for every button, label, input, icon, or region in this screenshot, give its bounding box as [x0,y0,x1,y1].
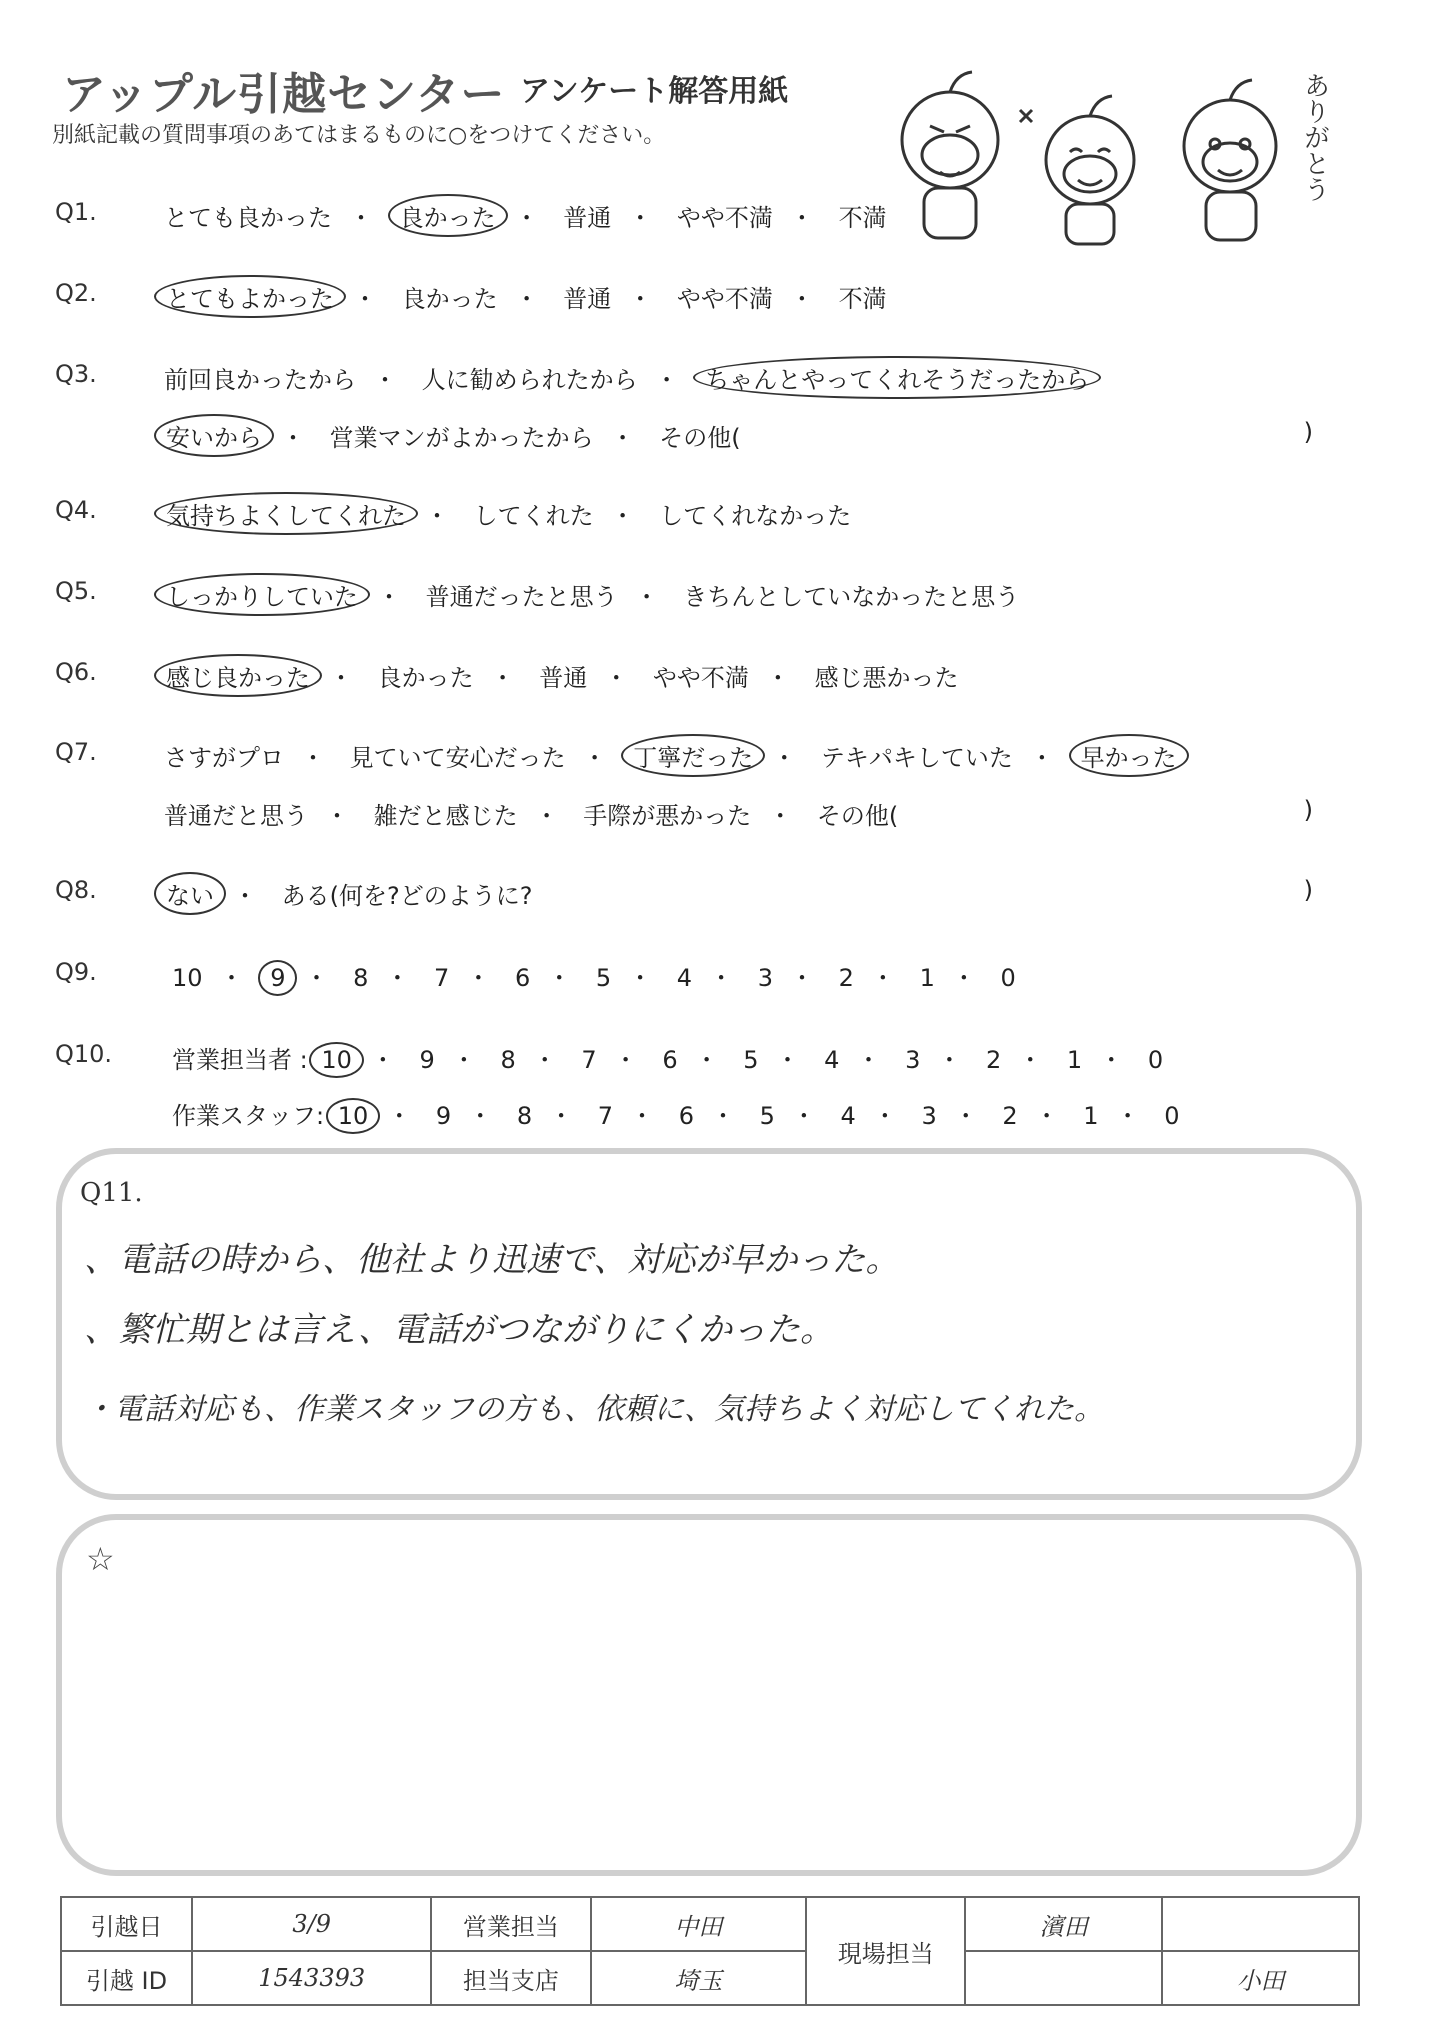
move-date-value: 3/9 [192,1897,431,1951]
q11-comment-line: 、電話の時から、他社より迅速で、対応が早かった。 [84,1240,900,1280]
q9-score[interactable]: 10 [172,964,203,992]
q2-option[interactable]: 普通 [563,285,612,313]
q9-scores: 10 ・ 9 ・ 8 ・ 7 ・ 6 ・ 5 ・ 4 ・ 3 ・ 2 ・ 1 ・ 0 [170,958,1018,993]
q3-option-selected[interactable]: ちゃんとやってくれそうだったから [693,356,1101,399]
q3-option[interactable]: 人に勧められたから [421,366,638,394]
q1-option[interactable]: 不満 [838,204,887,232]
branch-label: 担当支店 [431,1951,590,2005]
q7-close-paren: ) [1303,796,1313,824]
q9-score[interactable]: 8 [353,964,369,992]
q10-staff-score[interactable]: 1 [1083,1102,1099,1130]
q8-options: ない ・ ある(何を?どのように? [162,876,534,911]
q10-staff-score[interactable]: 9 [435,1102,452,1130]
move-info-table [60,1896,1360,2006]
q9-label: Q9. [55,958,97,986]
q7-options-line2: 普通だと思う ・ 雑だと感じた ・ 手際が悪かった ・ その他( [162,796,900,831]
q1-options: とても良かった ・ 良かった ・ 普通 ・ やや不満 ・ 不満 [162,198,889,233]
branch-value: 埼玉 [591,1951,807,2005]
q3-option-selected[interactable]: 安いから [154,414,274,457]
q5-label: Q5. [55,577,97,605]
q10-sales-score[interactable]: 6 [662,1046,678,1074]
q11-label: Q11. [80,1178,143,1208]
q7-option-selected[interactable]: 丁寧だった [621,734,765,777]
q10-sales-score[interactable]: 7 [581,1046,597,1074]
q10-sales-score-selected[interactable]: 10 [309,1042,364,1078]
q8-close-paren: ) [1303,876,1313,904]
q10-staff-score[interactable]: 0 [1164,1102,1180,1130]
mascot-smiling [1184,80,1276,240]
q7-options-line1: さすがプロ ・ 見ていて安心だった ・ 丁寧だった ・ テキパキしていた ・ 早かった [162,738,1181,773]
q2-option-selected[interactable]: とてもよかった [154,275,346,318]
q7-option[interactable]: 見ていて安心だった [349,744,566,772]
q2-option[interactable]: 不満 [838,285,887,313]
q10-sales-score[interactable]: 0 [1147,1046,1164,1074]
sales-value: 中田 [591,1897,807,1951]
q10-sales-score[interactable]: 3 [905,1046,921,1074]
q2-option[interactable]: やや不満 [676,285,773,313]
q6-option-selected[interactable]: 感じ良かった [154,654,322,697]
q5-option[interactable]: 普通だったと思う [425,583,618,611]
q10-staff-score[interactable]: 8 [516,1102,533,1130]
instruction-text: 別紙記載の質問事項のあてはまるものに○をつけてください。 [52,123,666,148]
q9-score[interactable]: 4 [676,964,693,992]
q1-option[interactable]: 普通 [563,204,612,232]
q6-options: 感じ良かった ・ 良かった ・ 普通 ・ やや不満 ・ 感じ悪かった [162,658,961,693]
q7-option[interactable]: さすがプロ [164,744,284,772]
move-id-label: 引越 ID [61,1951,192,2005]
q9-score[interactable]: 6 [514,964,531,992]
site-empty-cell [1162,1897,1359,1951]
q10-staff-score[interactable]: 2 [1002,1102,1018,1130]
site-value-1: 濱田 [965,1897,1162,1951]
q10-staff-score[interactable]: 6 [678,1102,694,1130]
q3-options-line2: 安いから ・ 営業マンがよかったから ・ その他( [162,418,743,453]
q11-comment-line: 、繁忙期とは言え、電話がつながりにくかった。 [84,1310,835,1350]
q1-option-selected[interactable]: 良かった [388,194,508,237]
mascot-laughing [1020,96,1134,244]
q2-options: とてもよかった ・ 良かった ・ 普通 ・ やや不満 ・ 不満 [162,279,889,314]
q6-option[interactable]: 感じ悪かった [814,664,959,692]
q4-label: Q4. [55,496,97,524]
q10-sales-score[interactable]: 8 [500,1046,516,1074]
q1-label: Q1. [55,198,97,226]
q4-option-selected[interactable]: 気持ちよくしてくれた [154,492,418,535]
q8-option-selected[interactable]: ない [154,872,226,915]
q7-option-other[interactable]: その他( [816,802,899,830]
notes-box[interactable] [56,1514,1362,1876]
mascot-angry [902,72,998,238]
q3-option[interactable]: 営業マンがよかったから [329,424,594,452]
q10-sales-score[interactable]: 5 [743,1046,759,1074]
q10-staff-score[interactable]: 7 [597,1102,614,1130]
q9-score[interactable]: 3 [757,964,773,992]
q6-option[interactable]: やや不満 [652,664,749,692]
site-empty-cell [965,1951,1162,2005]
q10-label: Q10. [55,1040,113,1068]
q10-sales-score[interactable]: 9 [419,1046,435,1074]
q4-options: 気持ちよくしてくれた ・ してくれた ・ してくれなかった [162,496,853,531]
q10-sales-score[interactable]: 1 [1066,1046,1083,1074]
q10-sales-scores: 営業担当者 : 10 ・ 9 ・ 8 ・ 7 ・ 6 ・ 5 ・ 4 ・ 3 ・ 2 ・ 1 ・ 0 [170,1040,1165,1075]
q2-option[interactable]: 良かった [401,285,498,313]
q5-option-selected[interactable]: しっかりしていた [154,573,370,616]
thanks-text: ありがとう [1299,72,1330,202]
q3-close-paren: ) [1303,418,1313,446]
q5-options: しっかりしていた ・ 普通だったと思う ・ きちんとしていなかったと思う [162,577,1021,612]
q9-score[interactable]: 1 [919,964,935,992]
q9-score[interactable]: 0 [1000,964,1016,992]
q7-option[interactable]: テキパキしていた [820,744,1013,772]
star-icon: ☆ [86,1540,115,1578]
form-subtitle: アンケート解答用紙 [520,74,789,109]
q1-option[interactable]: やや不満 [676,204,773,232]
q1-option[interactable]: とても良かった [164,204,332,232]
q7-label: Q7. [55,738,97,766]
q10-sales-score[interactable]: 4 [824,1046,840,1074]
q10-staff-label: 作業スタッフ: [172,1102,325,1130]
q2-label: Q2. [55,279,97,307]
site-value-2: 小田 [1162,1951,1359,2005]
q7-option[interactable]: 普通だと思う [164,802,308,830]
q6-option[interactable]: 普通 [539,664,588,692]
q10-sales-score[interactable]: 2 [986,1046,1002,1074]
q10-staff-score[interactable]: 4 [840,1102,856,1130]
q9-score[interactable]: 5 [595,964,612,992]
site-label: 現場担当 [806,1897,965,2005]
q7-option[interactable]: 手際が悪かった [583,802,752,830]
q3-label: Q3. [55,360,97,388]
q9-score-selected[interactable]: 9 [258,960,297,996]
q9-score[interactable]: 7 [434,964,450,992]
q3-options-line1: 前回良かったから ・ 人に勧められたから ・ ちゃんとやってくれそうだったから [162,360,1093,395]
q6-option[interactable]: 良かった [377,664,474,692]
q7-option[interactable]: 雑だと感じた [373,802,518,830]
sales-label: 営業担当 [431,1897,590,1951]
company-title: アップル引越センター [62,69,506,120]
q10-staff-score-selected[interactable]: 10 [326,1098,381,1134]
q10-staff-score[interactable]: 3 [921,1102,937,1130]
q10-staff-scores: 作業スタッフ: 10 ・ 9 ・ 8 ・ 7 ・ 6 ・ 5 ・ 4 ・ 3 ・ 2 ・ 1 ・ 0 [170,1096,1182,1131]
q9-score[interactable]: 2 [838,964,854,992]
q3-option[interactable]: 前回良かったから [164,366,356,394]
mascot-illustration [880,60,1340,250]
q11-comment-line: ・電話対応も、作業スタッフの方も、依頼に、気持ちよく対応してくれた。 [84,1392,1104,1427]
q5-option[interactable]: きちんとしていなかったと思う [683,583,1020,611]
q6-label: Q6. [55,658,97,686]
q3-option-other[interactable]: その他( [659,424,741,452]
q4-option[interactable]: してくれた [473,502,594,530]
q8-option[interactable]: ある(何を?どのように? [281,882,533,910]
q10-sales-label: 営業担当者 : [172,1046,308,1074]
move-id-value: 1543393 [192,1951,431,2005]
q4-option[interactable]: してくれなかった [659,502,852,530]
move-date-label: 引越日 [61,1897,192,1951]
q8-label: Q8. [55,876,97,904]
q10-staff-score[interactable]: 5 [759,1102,775,1130]
q7-option-selected[interactable]: 早かった [1069,734,1189,777]
